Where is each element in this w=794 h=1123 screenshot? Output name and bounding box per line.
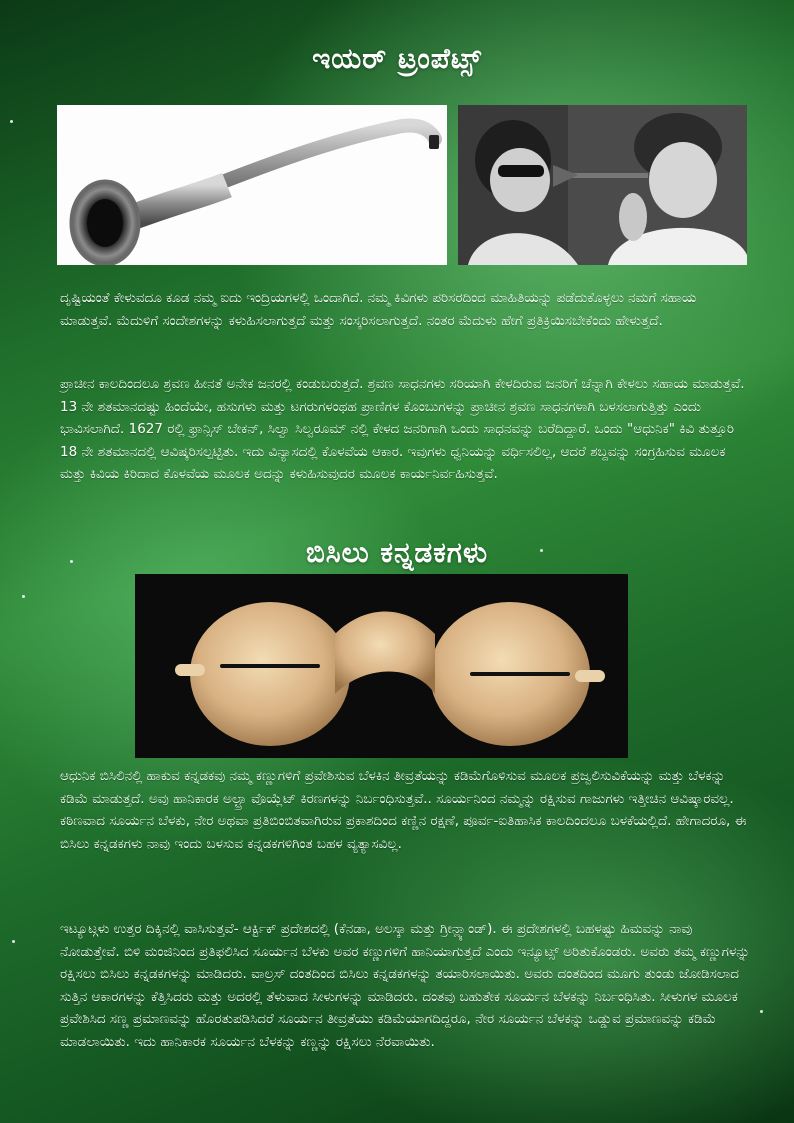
paragraph-hearing-aids-history: ಪ್ರಾಚೀನ ಕಾಲದಿಂದಲೂ ಶ್ರವಣ ಹೀನತೆ ಅನೇಕ ಜನರಲ್ಲಿ ಕಂಡುಬರುತ್ತದೆ. ಶ್ರವಣ ಸಾಧನಗಳು ಸರಿಯಾಗಿ ಕೇಳದಿರುವ ಜನರಿಗೆ ಚೆನ್ನಾಗಿ ಕೇಳಲು ಸಹಾಯ ಮಾಡುತ್ತವೆ. 13 ನೇ ಶತಮಾನದಷ್ಟು ಹಿಂದೆಯೇ, ಹಸುಗಳು ಮತ್ತು ಟಗರುಗಳಂಥಹ ಪ್ರಾಣಿಗಳ ಕೊಂಬುಗಳನ್ನು ಪ್ರಾಚೀನ ಶ್ರವಣ ಸಾಧನಗಳಾಗಿ ಬಳಸಲಾಗುತ್ತಿತ್ತು ಎಂದು ಭಾವಿಸಲಾಗಿದೆ. 1627 ರಲ್ಲಿ ಫ್ರಾನ್ಸಿಸ್ ಬೇಕನ್, ಸಿಲ್ವಾ ಸಿಲ್ವರೂಮ್ ನಲ್ಲಿ ಕೇಳದ ಜನರಿಗಾಗಿ ಒಂದು ಸಾಧನವನ್ನು ಬರೆದಿದ್ದಾರೆ. ಒಂದು "ಆಧುನಿಕ" ಕಿವಿ ತುತ್ತೂರಿ 18 ನೇ ಶತಮಾನದಲ್ಲಿ ಆವಿಷ್ಕರಿಸಲ್ಪಟ್ಟಿತು. ಇದು ವಿನ್ಯಾಸದಲ್ಲಿ ಕೊಳವೆಯ ಆಕಾರ. ಇವುಗಳು ಧ್ವನಿಯನ್ನು ವರ್ಧಿಸಲಿಲ್ಲ, ಆದರೆ ಶಬ್ದವನ್ನು ಸಂಗ್ರಹಿಸುವ ಮೂಲಕ ಮತ್ತು ಕಿವಿಯ ಕಿರಿದಾದ ಕೊಳವೆಯ ಮೂಲಕ ಅದನ್ನು ಕಳುಹಿಸುವುದರ ಮೂಲಕ ಕಾರ್ಯನಿರ್ವಹಿಸುತ್ತವೆ. xyxy=(60,376,745,482)
snow-goggles-image xyxy=(135,574,628,758)
ear-trumpet-image xyxy=(57,105,447,265)
women-ear-trumpet-photo xyxy=(458,105,747,265)
ear-trumpets-heading: ಇಯರ್ ಟ್ರಂಪೆಟ್ಸ್ xyxy=(312,42,482,75)
snow-goggles-heading: ಬಿಸಿಲು ಕನ್ನಡಕಗಳು xyxy=(305,536,489,569)
paragraph-inuit-goggles: ಇಟ್ಯೂಟ್ಗಳು ಉತ್ತರ ದಿಕ್ಕಿನಲ್ಲಿ ವಾಸಿಸುತ್ತವೆ- ಆರ್ಕ್ಟಿಕ್ ಪ್ರದೇಶದಲ್ಲಿ (ಕೆನಡಾ, ಅಲಸ್ಕಾ ಮತ್ತು ಗ್ರೀನ್ಲ್ಯಾಂಡ್). ಈ ಪ್ರದೇಶಗಳಲ್ಲಿ ಬಹಳಷ್ಟು ಹಿಮವನ್ನು ನಾವು ನೋಡುತ್ತೇವೆ. ಬಿಳಿ ಮಂಜಿನಿಂದ ಪ್ರತಿಫಲಿಸಿದ ಸೂರ್ಯನ ಬೆಳಕು ಅವರ ಕಣ್ಣುಗಳಿಗೆ ಹಾನಿಯಾಗುತ್ತದೆ ಎಂದು ಇನ್ಯೂಟ್ಸ್ ಅರಿತುಕೊಂಡರು. ಅವರು ತಮ್ಮ ಕಣ್ಣುಗಳನ್ನು ರಕ್ಷಿಸಲು ಬಿಸಿಲು ಕನ್ನಡಕಗಳನ್ನು ಮಾಡಿದರು. ವಾಲ್ರಸ್ ದಂತದಿಂದ ಬಿಸಿಲು ಕನ್ನಡಕಗಳನ್ನು ತಯಾರಿಸಲಾಯಿತು. ಅವರು ದಂತದಿಂದ ಮೂಗು ತುಂಡು ಜೋಡಿಸಲಾದ ಸುತ್ತಿನ ಆಕಾರಗಳನ್ನು ಕೆತ್ತಿಸಿದರು ಮತ್ತು ಅದರಲ್ಲಿ ತೆಳುವಾದ ಸೀಳುಗಳನ್ನು ಮಾಡಿದರು. ದಂತವು ಬಹುತೇಕ ಸೂರ್ಯನ ಬೆಳಕನ್ನು ನಿರ್ಬಂಧಿಸಿತು. ಸೀಳುಗಳ ಮೂಲಕ ಪ್ರವೇಶಿಸಿದ ಸಣ್ಣ ಪ್ರಮಾಣವನ್ನು ಹೊರತುಪಡಿಸಿದರೆ ಸೂರ್ಯನ ತೀವ್ರತೆಯು ಕಡಿಮೆಯಾಗದಿದ್ದರೂ, ನೇರ ಸೂರ್ಯನ ಬೆಳಕನ್ನು ಒಡ್ಡುವ ಪ್ರಮಾಣವನ್ನು ಕಡಿಮೆ ಮಾಡಲಾಯಿತು. ಇದು ಹಾನಿಕಾರಕ ಸೂರ್ಯನ ಬೆಳಕನ್ನು ಕಣ್ಣನ್ನು ರಕ್ಷಿಸಲು ನೆರವಾಯಿತು. xyxy=(60,921,750,1050)
paragraph-modern-sunglasses: ಆಧುನಿಕ ಬಿಸಿಲಿನಲ್ಲಿ ಹಾಕುವ ಕನ್ನಡಕವು ನಮ್ಮ ಕಣ್ಣುಗಳಿಗೆ ಪ್ರವೇಶಿಸುವ ಬೆಳಕಿನ ತೀವ್ರತೆಯನ್ನು ಕಡಿಮೆಗೊಳಿಸುವ ಮೂಲಕ ಪ್ರಜ್ವಲಿಸುವಿಕೆಯನ್ನು ಮತ್ತು ಬೆಳಕನ್ನು ಕಡಿಮೆ ಮಾಡುತ್ತದೆ. ಅವು ಹಾನಿಕಾರಕ ಅಲ್ಟ್ರಾ ವೊಯ್ಲೆಟ್ ಕಿರಣಗಳನ್ನು ನಿರ್ಬಂಧಿಸುತ್ತವೆ.. ಸೂರ್ಯನಿಂದ ನಮ್ಮನ್ನು ರಕ್ಷಿಸುವ ಗಾಜುಗಳು ಇತ್ತೀಚಿನ ಆವಿಷ್ಕಾರವಲ್ಲ. ಕಠಿಣವಾದ ಸೂರ್ಯನ ಬೆಳಕು, ನೇರ ಅಥವಾ ಪ್ರತಿಬಿಂಬಿತವಾಗಿರುವ ಪ್ರಕಾಶದಿಂದ ಕಣ್ಣಿನ ರಕ್ಷಣೆ, ಪೂರ್ವ-ಐತಿಹಾಸಿಕ ಕಾಲದಿಂದಲೂ ಬಳಕೆಯಲ್ಲಿದೆ. ಹೇಗಾದರೂ, ಈ ಬಿಸಿಲು ಕನ್ನಡಕಗಳು ನಾವು ಇಂದು ಬಳಸುವ ಕನ್ನಡಕಗಳಿಗಿಂತ ಬಹಳ ವ್ಯತ್ಯಾಸವಿಲ್ಲ. xyxy=(60,768,747,852)
paragraph-hearing-intro: ದೃಷ್ಟಿಯಂತೆ ಕೇಳುವದೂ ಕೂಡ ನಮ್ಮ ಐದು ಇಂದ್ರಿಯಗಳಲ್ಲಿ ಒಂದಾಗಿದೆ. ನಮ್ಮ ಕಿವಿಗಳು ಪರಿಸರದಿಂದ ಮಾಹಿತಿಯನ್ನು ಪಡೆದುಕೊಳ್ಳಲು ನಮಗೆ ಸಹಾಯ ಮಾಡುತ್ತವೆ. ಮೆದುಳಿಗೆ ಸಂದೇಶಗಳನ್ನು ಕಳುಹಿಸಲಾಗುತ್ತದೆ ಮತ್ತು ಸಂಸ್ಕರಿಸಲಾಗುತ್ತದೆ. ನಂತರ ಮೆದುಳು ಹೇಗೆ ಪ್ರತಿಕ್ರಿಯಿಸಬೇಕೆಂದು ಹೇಳುತ್ತದೆ. xyxy=(60,290,697,329)
